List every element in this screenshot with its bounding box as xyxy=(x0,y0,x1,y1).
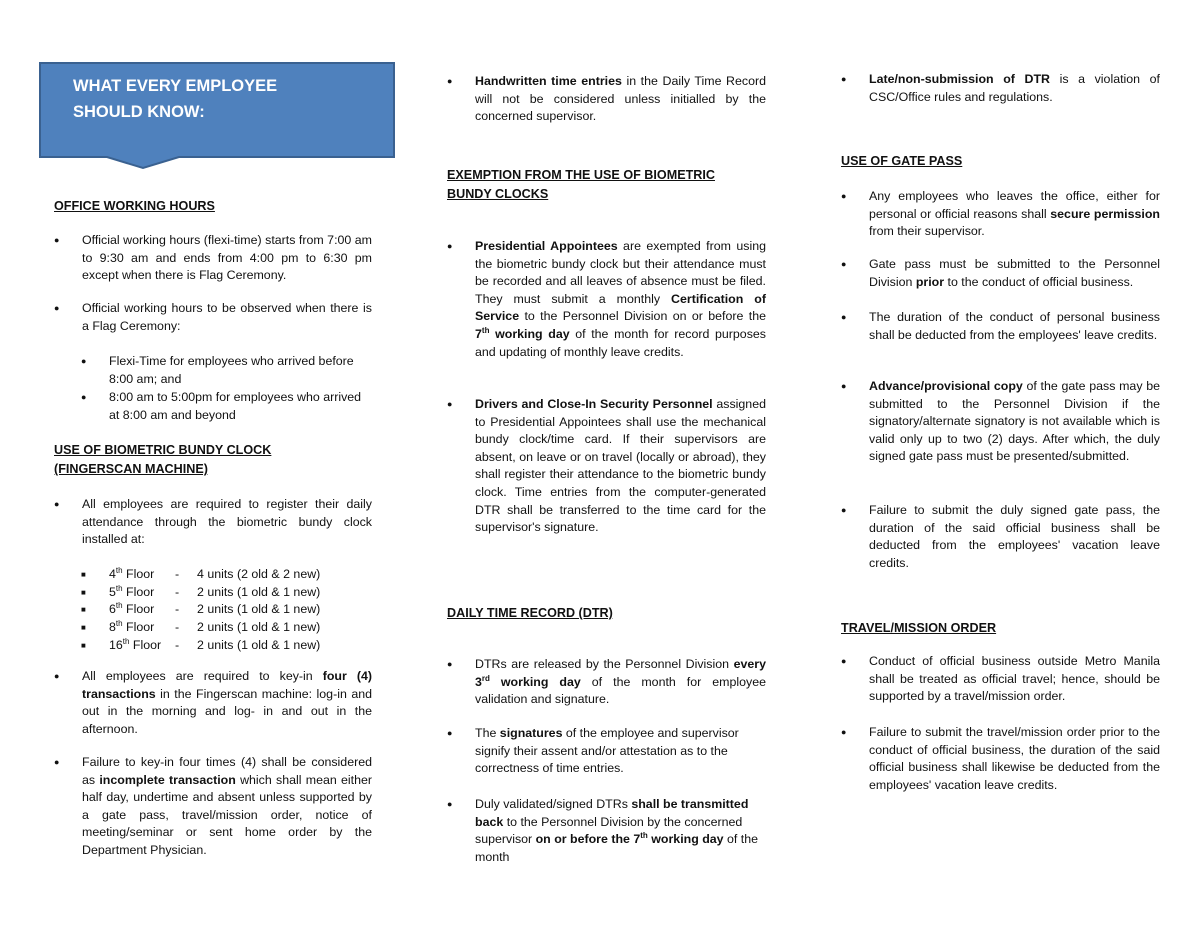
heading-line: EXEMPTION FROM THE USE OF BIOMETRIC xyxy=(447,168,715,182)
gate-pass-heading: USE OF GATE PASS xyxy=(841,154,963,168)
travel-heading: TRAVEL/MISSION ORDER xyxy=(841,621,997,635)
bullet-icon: ● xyxy=(841,656,847,666)
floor-row: ■ 8th Floor - 2 units (1 old & 1 new) xyxy=(54,619,372,637)
list-item: ● Duly validated/signed DTRs shall be transmitted back to the Personnel Division by the concerned supervisor on or before the 7th working day of the month xyxy=(447,797,759,864)
item-text: Failure to submit the duly signed gate pass, the duration of the said official business shall be deducted from the employees' vacation leave credits. xyxy=(869,503,1160,570)
bullet-icon: ● xyxy=(54,235,60,245)
dtr-heading: DAILY TIME RECORD (DTR) xyxy=(447,606,613,620)
square-bullet-icon: ■ xyxy=(81,641,86,650)
item-text: Flexi-Time for employees who arrived before 8:00 am; and xyxy=(109,354,354,386)
list-item: ● Presidential Appointees are exempted from using the biometric bundy clock but their attendance must be recorded and all leaves of absence must be filed. They must submit a monthly Certification of Service to the Personnel Division on or before the 7th working day of the month for record purposes and updating of monthly leave credits. xyxy=(447,239,766,359)
heading-line: BUNDY CLOCKS xyxy=(447,187,549,201)
list-item xyxy=(841,309,1160,344)
item-text: All employees are required to register their daily attendance through the biometric bundy clock installed at: xyxy=(82,497,372,547)
square-bullet-icon: ■ xyxy=(81,605,86,614)
bullet-icon: ● xyxy=(54,757,60,767)
bullet-icon: ● xyxy=(447,659,453,669)
bullet-icon: ● xyxy=(447,728,453,738)
sub-list-item xyxy=(54,353,372,388)
list-item xyxy=(54,496,372,549)
list-item: ● Any employees who leaves the office, either for personal or official reasons shall secure permission from their supervisor. xyxy=(841,189,1160,239)
bullet-icon: ● xyxy=(447,241,453,251)
list-item: ● Failure to key-in four times (4) shall be considered as incomplete transaction which shall mean either half day, undertime and absent unless supported by a gate pass, travel/mission order, notice of meeting/seminar or sent home order by the Department Physician. xyxy=(54,755,373,857)
list-item: ● Drivers and Close-In Security Personnel assigned to Presidential Appointees shall use the mechanical bundy clock/time card. If their supervisors are absent, on leave or on travel (locally or abroad), they shall register their attendance to the biometric bundy clock. Time entries from the computer-generated DTR shall be transferred to the time card for the supervisor's signature. xyxy=(447,397,766,535)
item-text: The duration of the conduct of personal business shall be deducted from the employees' leave credits. xyxy=(869,310,1160,342)
item-text: Conduct of official business outside Metro Manila shall be treated as official travel; hence, should be supported by a travel/mission order. xyxy=(869,654,1160,704)
bullet-icon: ● xyxy=(54,499,60,509)
office-hours-heading: OFFICE WORKING HOURS xyxy=(54,199,215,213)
item-text: Official working hours (flexi-time) starts from 7:00 am to 9:30 am and ends from 4:00 pm to 6:30 pm except when there is Flag Ceremony. xyxy=(82,233,372,283)
list-item: ● Advance/provisional copy of the gate pass may be submitted to the Personnel Division if the signatory/alternate signatory is not available which is valid only up to two (2) days. After which, the duly signed gate pass must be presented/submitted. xyxy=(841,379,1160,464)
exemption-heading xyxy=(447,166,715,204)
item-text: Failure to submit the travel/mission order prior to the conduct of official business, the duration of the said official business shall likewise be deducted from the employees' vacation leave credits. xyxy=(869,725,1160,792)
bullet-icon: ● xyxy=(81,356,87,366)
list-item: ● All employees are required to key-in four (4) transactions in the Fingerscan machine: log-in and out in the morning and log- in and out in the afternoon. xyxy=(54,669,372,736)
square-bullet-icon: ■ xyxy=(81,623,86,632)
list-item xyxy=(841,724,1160,794)
bullet-icon: ● xyxy=(54,303,60,313)
item-text: 8:00 am to 5:00pm for employees who arrived at 8:00 am and beyond xyxy=(109,390,362,422)
bullet-icon: ● xyxy=(841,259,847,269)
list-item: ● Handwritten time entries in the Daily Time Record will not be considered unless initialled by the concerned supervisor. xyxy=(447,74,766,124)
list-item: ● DTRs are released by the Personnel Division every 3rd working day of the month for employee validation and signature. xyxy=(447,657,766,707)
biometric-heading xyxy=(54,441,271,479)
bullet-icon: ● xyxy=(447,399,453,409)
list-item: ● Late/non-submission of DTR is a violation of CSC/Office rules and regulations. xyxy=(841,72,1160,104)
bullet-icon: ● xyxy=(841,191,847,201)
bullet-icon: ● xyxy=(841,312,847,322)
heading-line: USE OF BIOMETRIC BUNDY CLOCK xyxy=(54,443,272,457)
sub-list-item xyxy=(54,389,372,424)
title-banner xyxy=(39,62,395,158)
list-item xyxy=(841,653,1160,706)
bullet-icon: ● xyxy=(447,799,453,809)
heading-line: (FINGERSCAN MACHINE) xyxy=(54,462,208,476)
list-item: ● Gate pass must be submitted to the Personnel Division prior to the conduct of official business. xyxy=(841,257,1160,289)
bullet-icon: ● xyxy=(81,392,87,402)
floor-row: ■ 16th Floor - 2 units (1 old & 1 new) xyxy=(54,637,372,655)
list-item xyxy=(54,300,372,335)
floor-row: ■ 4th Floor - 4 units (2 old & 2 new) xyxy=(54,566,372,584)
bullet-icon: ● xyxy=(841,74,847,84)
bullet-icon: ● xyxy=(54,671,60,681)
square-bullet-icon: ■ xyxy=(81,570,86,579)
banner-title: WHAT EVERY EMPLOYEE SHOULD KNOW: xyxy=(73,77,278,121)
item-text: Official working hours to be observed when there is a Flag Ceremony: xyxy=(82,301,372,333)
list-item: ● The signatures of the employee and supervisor signify their assent and/or attestation as to the correctness of time entries. xyxy=(447,726,739,776)
bullet-icon: ● xyxy=(447,76,453,86)
bullet-icon: ● xyxy=(841,505,847,515)
floor-row: ■ 6th Floor - 2 units (1 old & 1 new) xyxy=(54,601,372,619)
bullet-icon: ● xyxy=(841,727,847,737)
bullet-icon: ● xyxy=(841,381,847,391)
list-item xyxy=(54,232,372,285)
list-item xyxy=(841,502,1160,572)
floor-row: ■ 5th Floor - 2 units (1 old & 1 new) xyxy=(54,584,372,602)
square-bullet-icon: ■ xyxy=(81,588,86,597)
